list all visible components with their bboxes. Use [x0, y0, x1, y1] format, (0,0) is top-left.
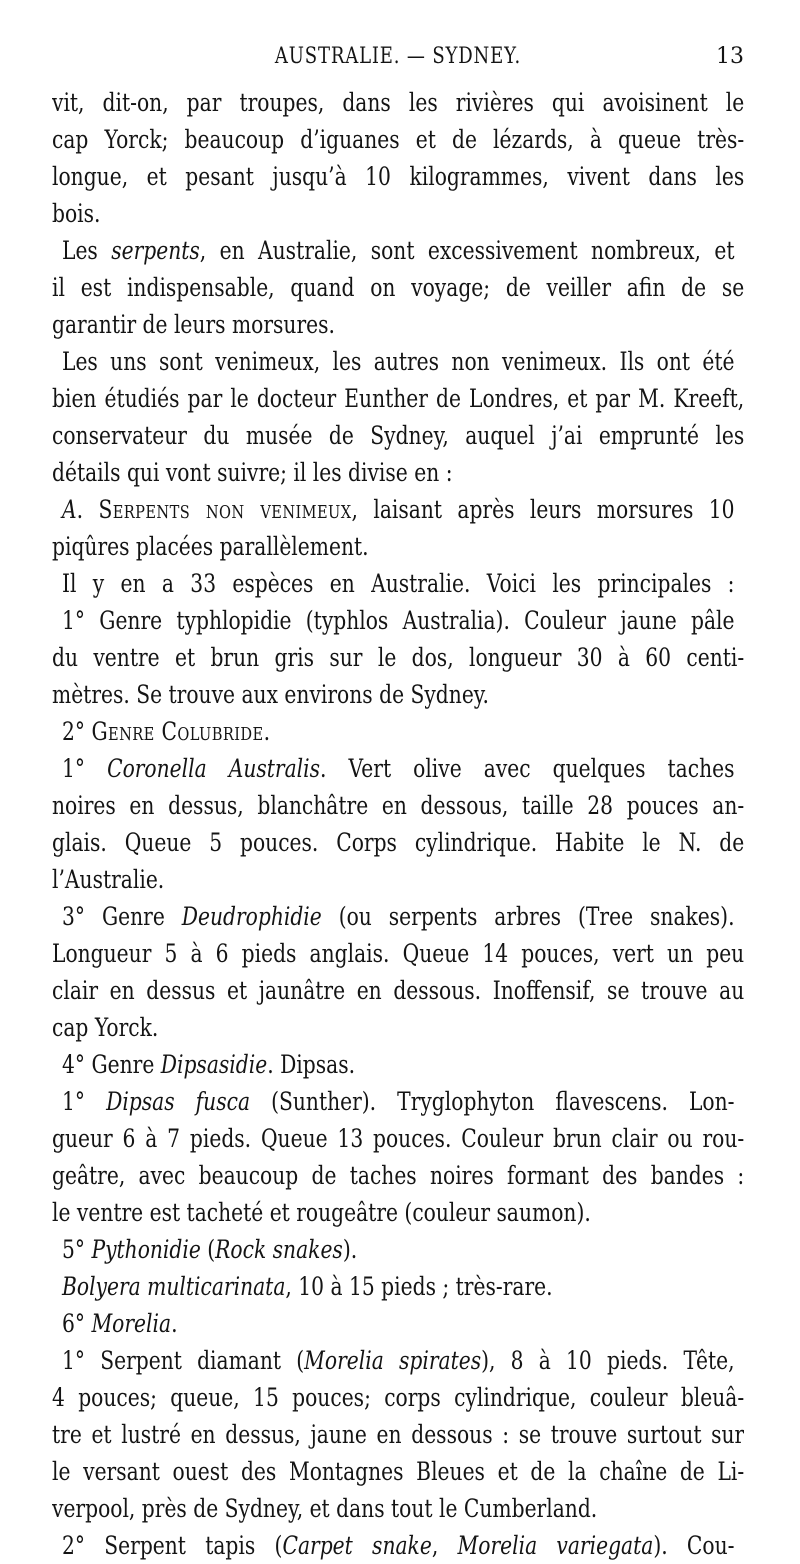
text-line: A. Serpents non venimeux, laisant après leurs morsures 10 [62, 495, 735, 524]
text-line: Il y en a 33 espèces en Australie. Voici les principales : [62, 569, 735, 598]
text-line: 5° Pythonidie (Rock snakes). [62, 1235, 358, 1264]
text-line: l’Australie. [52, 865, 165, 894]
text-line: 1° Coronella Australis. Vert olive avec quelques taches [62, 754, 735, 783]
italic-text: Dipsasidie [160, 1050, 268, 1079]
text-line: 6° Morelia. [62, 1309, 178, 1338]
italic-text: Pythonidie [91, 1235, 201, 1264]
text-line: 4° Genre Dipsasidie. Dipsas. [62, 1050, 356, 1079]
text-line: mètres. Se trouve aux environs de Sydney. [52, 680, 489, 709]
italic-text: Coronella Australis [107, 754, 321, 783]
text-line: 1° Dipsas fusca (Sunther). Tryglophyton flavescens. Lon- [62, 1087, 735, 1116]
text-line: cap Yorck. [52, 1013, 159, 1042]
page-header [52, 44, 744, 78]
text-line: piqûres placées parallèlement. [52, 532, 369, 561]
text-line: glais. Queue 5 pouces. Corps cylindrique. Habite le N. de [52, 828, 744, 857]
italic-text: A [62, 495, 77, 524]
text-line: longue, et pesant jusqu’à 10 kilogrammes, vivent dans les [52, 162, 744, 191]
italic-text: Carpet snake [282, 1531, 432, 1560]
small-caps-text: Serpents non venimeux [98, 495, 352, 524]
text-line: garantir de leurs morsures. [52, 310, 335, 339]
text-line: cap Yorck; beaucoup d’iguanes et de lézards, à queue très- [52, 125, 744, 154]
text-line: bois. [52, 199, 101, 228]
text-line: verpool, près de Sydney, et dans tout le Cumberland. [52, 1494, 598, 1523]
text-line: 1° Serpent diamant (Morelia spirates), 8 à 10 pieds. Tête, [62, 1346, 735, 1375]
text-line: il est indispensable, quand on voyage; de veiller afin de se [52, 273, 744, 302]
text-line: noires en dessus, blanchâtre en dessous, taille 28 pouces an- [52, 791, 744, 820]
text-line: gueur 6 à 7 pieds. Queue 13 pouces. Couleur brun clair ou rou- [52, 1124, 744, 1153]
page-number: 13 [716, 44, 744, 69]
text-line: Longueur 5 à 6 pieds anglais. Queue 14 pouces, vert un peu [52, 939, 744, 968]
text-line: du ventre et brun gris sur le dos, longueur 30 à 60 centi- [52, 643, 744, 672]
text-line: 2° Genre Colubride. [62, 717, 271, 746]
text-line: le ventre est tacheté et rougeâtre (couleur saumon). [52, 1198, 591, 1227]
text-line: Les uns sont venimeux, les autres non venimeux. Ils ont été [62, 347, 735, 376]
text-line: conservateur du musée de Sydney, auquel j’ai emprunté les [52, 421, 744, 450]
text-line: tre et lustré en dessus, jaune en dessous : se trouve surtout sur [52, 1420, 744, 1449]
text-line: geâtre, avec beaucoup de taches noires formant des bandes : [52, 1161, 744, 1190]
italic-text: Dipsas fusca [106, 1087, 251, 1116]
text-line: vit, dit-on, par troupes, dans les rivières qui avoisinent le [52, 88, 744, 117]
italic-text: Deudrophidie [181, 902, 322, 931]
page-body [52, 84, 744, 1564]
text-line: clair en dessus et jaunâtre en dessous. Inoffensif, se trouve au [52, 976, 744, 1005]
italic-text: Morelia variegata [457, 1531, 654, 1560]
text-line: Les serpents, en Australie, sont excessivement nombreux, et [62, 236, 735, 265]
text-line: Bolyera multicarinata, 10 à 15 pieds ; très-rare. [62, 1272, 553, 1301]
italic-text: Bolyera multicarinata [62, 1272, 286, 1301]
text-line: 3° Genre Deudrophidie (ou serpents arbres (Tree snakes). [62, 902, 735, 931]
text-line: 1° Genre typhlopidie (typhlos Australia). Couleur jaune pâle [62, 606, 735, 635]
text-line: le versant ouest des Montagnes Bleues et de la chaîne de Li- [52, 1457, 744, 1486]
text-line: bien étudiés par le docteur Eunther de Londres, et par M. Kreeft, [52, 384, 744, 413]
italic-text: Morelia [91, 1309, 172, 1338]
italic-text: Rock snakes [215, 1235, 343, 1264]
text-line: 4 pouces; queue, 15 pouces; corps cylindrique, couleur bleuâ- [52, 1383, 744, 1412]
text-line: 2° Serpent tapis (Carpet snake, Morelia variegata). Cou- [62, 1531, 735, 1560]
text-line: détails qui vont suivre; il les divise en : [52, 458, 453, 487]
running-title: AUSTRALIE. — SYDNEY. [274, 44, 522, 69]
italic-text: serpents [111, 236, 200, 265]
italic-text: Morelia spirates [304, 1346, 482, 1375]
small-caps-text: Genre Colubride [91, 717, 264, 746]
